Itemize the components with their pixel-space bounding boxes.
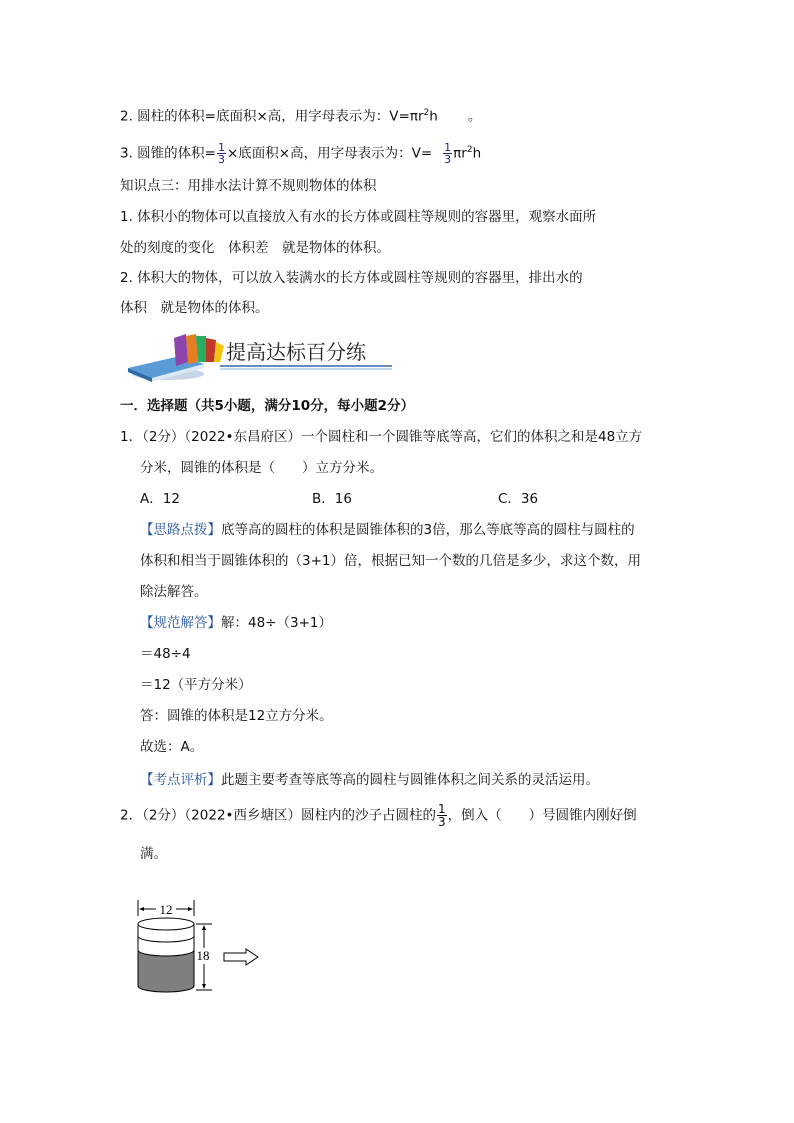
hint-text-1: 底等高的圆柱的体积是圆锥体积的3倍，那么等底等高的圆柱与圆柱的 (221, 522, 635, 538)
q1-evaluation (140, 770, 599, 790)
q2-stem-line2: 满。 (140, 846, 167, 862)
superscript-2: 2 (466, 145, 473, 155)
fraction-numerator: 1 (444, 141, 452, 154)
superscript-2: 2 (423, 108, 430, 118)
hint-tag: 【思路点拨】 (140, 522, 221, 538)
formula-cone-h: h (472, 145, 482, 162)
kp3-p1-line1: 1. 体积小的物体可以直接放入有水的长方体或圆柱等规则的容器里，观察水面所 (120, 209, 597, 225)
q2-stem-text-1: 2．（2分）（2022•西乡塘区）圆柱内的沙子占圆柱的 (120, 807, 436, 824)
section-title: 一．选择题（共5小题，满分10分，每小题2分） (120, 398, 415, 414)
q1-option-b: B．16 (312, 491, 352, 507)
fraction-denominator: 3 (444, 153, 452, 166)
fraction-denominator: 3 (438, 815, 446, 829)
q1-solution-line2: ＝48÷4 (140, 646, 191, 662)
q1-hint-line2: 体积和相当于圆锥体积的（3+1）倍，根据已知一个数的几倍是多少，求这个数，用 (140, 553, 641, 569)
q1-solution-line1 (140, 613, 332, 633)
kp3-p1-line2: 处的刻度的变化 体积差 就是物体的体积。 (120, 240, 390, 256)
solution-text-1: 解：48÷（3+1） (221, 615, 332, 631)
diameter-label: 12 (159, 902, 173, 917)
q1-hint-line3: 除法解答。 (140, 584, 208, 600)
q1-option-a: A．12 (140, 491, 180, 507)
height-label: 18 (196, 948, 210, 963)
formula-cylinder-h: h (429, 108, 438, 125)
q1-solution-line3: ＝12（平方分米） (140, 677, 252, 693)
fraction-denominator: 3 (217, 153, 225, 166)
q1-option-c: C．36 (498, 491, 539, 507)
kp3-p2-line2: 体积 就是物体的体积。 (120, 300, 269, 316)
formula-cylinder-text: 2. 圆柱的体积=底面积×高，用字母表示为：V=πr (120, 108, 424, 125)
q1-stem-line1: 1．（2分）（2022•东昌府区）一个圆柱和一个圆锥等底等高，它们的体积之和是48立方 (120, 429, 643, 445)
q2-stem-line1 (120, 803, 637, 828)
fraction-one-third-q2 (437, 803, 447, 828)
formula-cone-text-2: ×底面积×高，用字母表示为：V= (226, 145, 433, 162)
formula-cone-pi-r: πr (453, 145, 467, 162)
q1-stem-line2: 分米，圆锥的体积是（ ）立方分米。 (140, 460, 383, 476)
evaluation-tag: 【考点评析】 (140, 772, 221, 788)
kp3-p2-line1: 2. 体积大的物体，可以放入装满水的长方体或圆柱等规则的容器里，排出水的 (120, 270, 583, 286)
q2-stem-text-2: ，倒入（ ）号圆锥内刚好倒 (447, 807, 637, 824)
banner-title: 提高达标百分练 (226, 340, 366, 364)
right-arrow-icon (224, 949, 258, 965)
q1-solution-line4: 答：圆锥的体积是12立方分米。 (140, 708, 333, 724)
formula-cone (120, 140, 481, 165)
evaluation-text: 此题主要考查等底等高的圆柱与圆锥体积之间关系的灵活运用。 (221, 772, 599, 788)
formula-cylinder-end: 。 (467, 108, 482, 125)
fraction-numerator: 1 (438, 802, 446, 816)
formula-cone-text: 3. 圆锥的体积= (120, 145, 216, 162)
cylinder-figure (130, 898, 270, 998)
formula-cylinder (120, 103, 481, 127)
q1-solution-line5: 故选：A。 (140, 739, 204, 755)
kp3-title: 知识点三：用排水法计算不规则物体的体积 (120, 178, 377, 194)
fraction-numerator: 1 (217, 141, 225, 154)
solution-tag: 【规范解答】 (140, 615, 221, 631)
fraction-one-third (217, 142, 226, 165)
q1-hint-line1 (140, 520, 635, 540)
fraction-one-third-answer (443, 142, 452, 165)
